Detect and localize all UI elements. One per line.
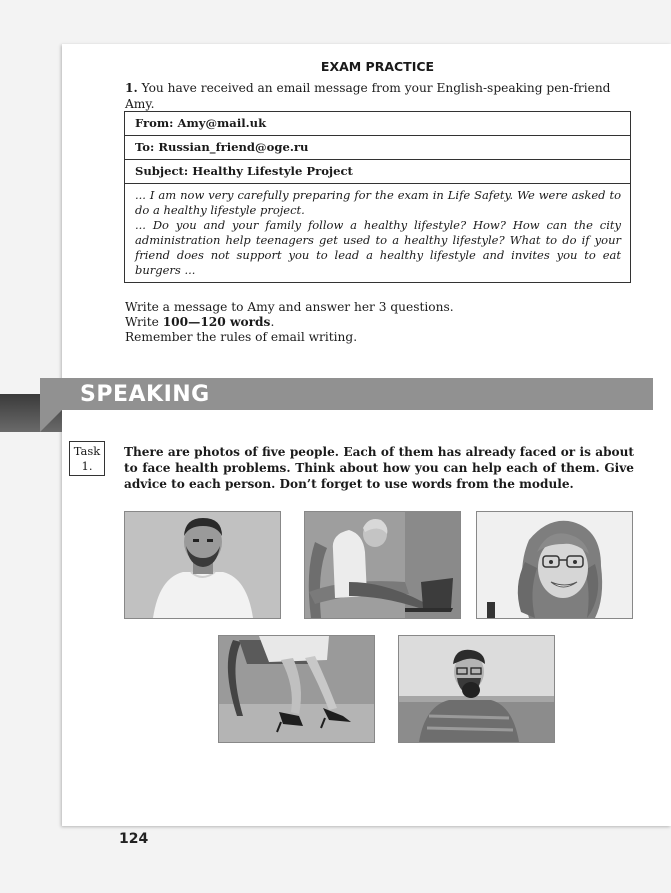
instruction-line-2-suffix: . (270, 315, 275, 330)
task-label: Task (73, 444, 101, 458)
email-subject: Subject: Healthy Lifestyle Project (125, 160, 630, 184)
email-body (125, 184, 630, 282)
email-body-paragraph-2: ... Do you and your family follow a healthy lifestyle? How? How can the city administration help teenagers get used to a healthy lifestyle? What to do if your friend does not support you to lead a healthy lifestyle and invites you to eat burgers ... (135, 218, 621, 278)
photo-girl-with-glasses (476, 511, 633, 619)
instruction-line-1: Write a message to Amy and answer her 3 questions. (125, 300, 454, 314)
photo-boy-with-laptop (304, 511, 461, 619)
photo-man-white-tshirt (124, 511, 281, 619)
task-label-box (69, 441, 105, 476)
word-count: 100—120 words (162, 315, 271, 330)
speaking-task-text: There are photos of five people. Each of them has already faced or is about to face health problems. Think about how you can help each of them. Give advice to each person. Don’t forget to use words from the module. (124, 445, 634, 492)
exam-task-intro (125, 80, 635, 112)
email-box (124, 111, 631, 283)
exam-task-number: 1. (125, 81, 138, 95)
exam-practice-title: EXAM PRACTICE (320, 59, 435, 74)
exam-task-text: You have received an email message from your English-speaking pen-friend Amy. (125, 81, 611, 111)
instruction-line-3: Remember the rules of email writing. (125, 330, 358, 345)
page-number: 124 (119, 831, 149, 847)
email-body-paragraph-1: ... I am now very carefully preparing for the exam in Life Safety. We were asked to do a healthy lifestyle project. (135, 188, 621, 218)
writing-instructions (125, 300, 645, 346)
email-from: From: Amy@mail.uk (125, 112, 630, 136)
photo-man-outdoors (398, 635, 555, 743)
photo-woman-high-heels (218, 635, 375, 743)
email-to: To: Russian_friend@oge.ru (125, 136, 630, 160)
instruction-line-2 (125, 315, 645, 330)
banner-corner-decoration (40, 410, 62, 432)
instruction-line-2-prefix: Write (125, 315, 163, 330)
speaking-heading: SPEAKING (80, 382, 210, 407)
task-label-number: 1. (81, 459, 93, 473)
